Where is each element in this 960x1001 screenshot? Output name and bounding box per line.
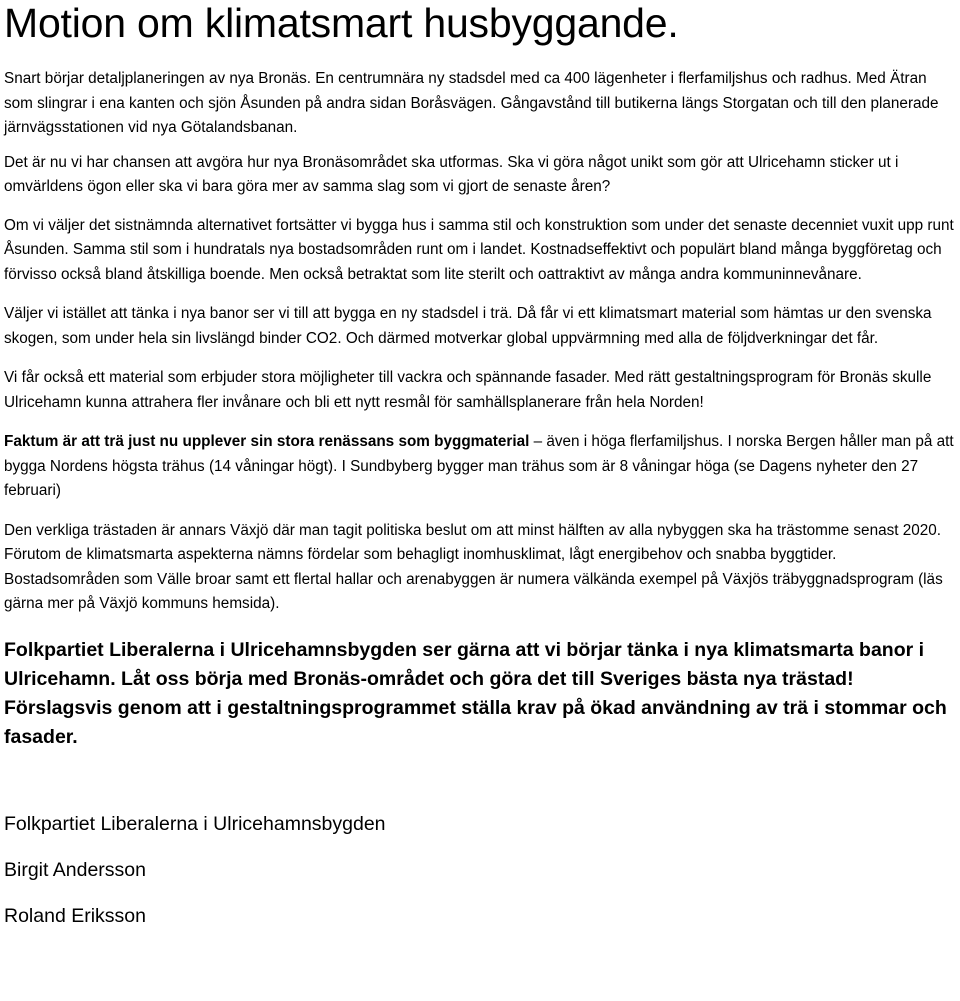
signature-name-2: Roland Eriksson [4, 904, 146, 927]
paragraph-wood-alternative: Väljer vi istället att tänka i nya banor ser vi till att bygga en ny stadsdel i trä. Då får vi ett klimatsmart material som hämtas ur den svenska skogen, som under hela sin livslängd binder CO2. Och därmed motverkar global uppvärmning med alla de följdverkningar det får. [4, 305, 932, 347]
paragraph-conventional-alternative: Om vi väljer det sistnämnda alternativet fortsätter vi bygga hus i samma stil och konstruktion som under det senaste decenniet vuxit upp runt Åsunden. Samma stil som i hundratals nya bostadsområden runt om i landet. Kostnadseffektivt och populärt bland många byggföretag och förvisso också bland åtskilliga boende. Men också betraktat som lite sterilt och oattraktivt av många andra kommuninnevånare. [4, 216, 954, 283]
document-title: Motion om klimatsmart husbyggande. [4, 0, 679, 46]
paragraph-choice: Det är nu vi har chansen att avgöra hur nya Bronäsområdet ska utformas. Ska vi göra något unikt som gör att Ulricehamn sticker ut i omvärldens ögon eller ska vi bara göra mer av samma slag som vi gjort de senaste åren? [4, 153, 899, 195]
paragraph-fact [4, 430, 956, 504]
paragraph-vaxjo: Den verkliga trästaden är annars Växjö där man tagit politiska beslut om att minst hälften av alla nybyggen ska ha trästomme senast 2020. Förutom de klimatsmarta aspekterna nämns fördelar som behagligt inomhusklimat, lågt energibehov och snabba byggtider. Bostadsområden som Välle broar samt ett flertal hallar och arenabyggen är numera välkända exempel på Växjös träbyggnadsprogram (läs gärna mer på Växjö kommuns hemsida). [4, 521, 943, 612]
closing-statement: Folkpartiet Liberalerna i Ulricehamnsbygden ser gärna att vi börjar tänka i nya klimatsmarta banor i Ulricehamn. Låt oss börja med Bronäs-området och göra det till Sveriges bästa nya trästad! Förslagsvis genom att i gestaltningsprogrammet ställa krav på ökad användning av trä i stommar och fasader. [4, 638, 947, 748]
paragraph-facades: Vi får också ett material som erbjuder stora möjligheter till vackra och spännande fasader. Med rätt gestaltningsprogram för Bronäs skulle Ulricehamn kunna attrahera fler invånare och bli ett nytt resmål för samhällsplanerare från hela Norden! [4, 369, 932, 411]
signature-name-1: Birgit Andersson [4, 858, 146, 881]
fact-bold-statement: Faktum är att trä just nu upplever sin stora renässans som byggmaterial [4, 433, 530, 450]
document-page [4, 0, 956, 928]
signature-party: Folkpartiet Liberalerna i Ulricehamnsbygden [4, 812, 386, 835]
fact-rest-text: – även i höga flerfamiljshus. I norska Bergen håller man på att bygga Nordens högsta trähus (14 våningar högt). I Sundbyberg bygger man trähus som är 8 våningar höga (se Dagens nyheter den 27 februari) [4, 433, 954, 499]
paragraph-intro: Snart börjar detaljplaneringen av nya Bronäs. En centrumnära ny stadsdel med ca 400 lägenheter i flerfamiljshus och radhus. Med Ätran som slingrar i ena kanten och sjön Åsunden på andra sidan Boråsvägen. Gångavstånd till butikerna längs Storgatan och till den planerade järnvägsstationen vid nya Götalandsbanan. [4, 70, 939, 136]
